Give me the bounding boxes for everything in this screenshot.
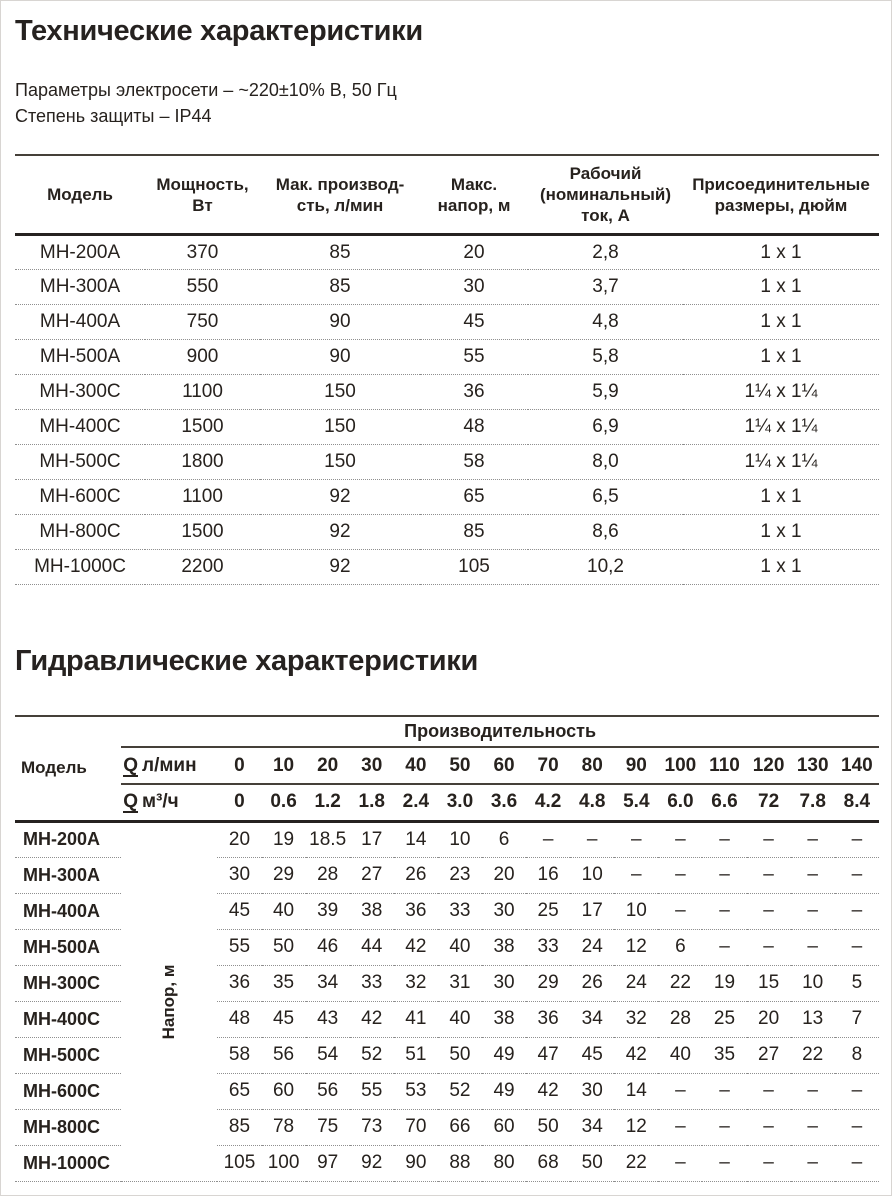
hydro-value-cell: 46 <box>306 929 350 965</box>
hydro-value-cell: 60 <box>262 1073 306 1109</box>
hydro-value-cell: 40 <box>658 1037 702 1073</box>
hydro-value-cell: 36 <box>394 893 438 929</box>
hydro-value-cell: 90 <box>394 1145 438 1181</box>
tech-value-cell: 92 <box>260 515 420 550</box>
tech-value-cell: 8,0 <box>528 445 683 480</box>
tech-value-cell: 85 <box>420 515 528 550</box>
tech-value-cell: 92 <box>260 550 420 585</box>
tech-value-cell: 1¼ x 1¼ <box>683 375 879 410</box>
hydro-value-cell: – <box>702 821 746 857</box>
hydro-value-cell: 26 <box>394 857 438 893</box>
flow-lmin-value: 40 <box>394 747 438 784</box>
tech-value-cell: 1 x 1 <box>683 550 879 585</box>
flow-lmin-value: 70 <box>526 747 570 784</box>
tech-value-cell: 85 <box>260 270 420 305</box>
hydro-value-cell: 36 <box>217 965 261 1001</box>
table-header-row <box>15 155 879 235</box>
hydro-value-cell: 49 <box>482 1037 526 1073</box>
tech-value-cell: 1¼ x 1¼ <box>683 445 879 480</box>
hydro-value-cell: 20 <box>217 821 261 857</box>
flow-lmin-value: 140 <box>835 747 879 784</box>
tech-value-cell: 150 <box>260 410 420 445</box>
flow-lmin-label <box>121 747 217 784</box>
hydro-value-cell: 45 <box>570 1037 614 1073</box>
hydro-value-cell: 51 <box>394 1037 438 1073</box>
hydro-value-cell: 30 <box>482 965 526 1001</box>
hydro-value-cell: 17 <box>350 821 394 857</box>
hydro-value-cell: 80 <box>482 1145 526 1181</box>
q-symbol: Q <box>123 754 138 776</box>
hydro-value-cell: 29 <box>526 965 570 1001</box>
tech-value-cell: 750 <box>145 305 260 340</box>
hydro-value-cell: 34 <box>306 965 350 1001</box>
tech-model-cell: МН-400С <box>15 410 145 445</box>
hydro-value-cell: – <box>747 893 791 929</box>
hydro-value-cell: 47 <box>526 1037 570 1073</box>
tech-value-cell: 1500 <box>145 410 260 445</box>
flow-lmin-value: 80 <box>570 747 614 784</box>
flow-lmin-value: 10 <box>262 747 306 784</box>
hydro-value-cell: 34 <box>570 1109 614 1145</box>
flow-lmin-value: 120 <box>747 747 791 784</box>
hydro-value-cell: – <box>702 1145 746 1181</box>
tech-value-cell: 48 <box>420 410 528 445</box>
hydro-value-cell: 44 <box>350 929 394 965</box>
tech-value-cell: 10,2 <box>528 550 683 585</box>
hydro-value-cell: – <box>835 893 879 929</box>
hydro-value-cell: – <box>835 1145 879 1181</box>
hydro-value-cell: – <box>570 821 614 857</box>
hydro-value-cell: 58 <box>217 1037 261 1073</box>
flow-lmin-value: 60 <box>482 747 526 784</box>
hydro-value-cell: – <box>658 1145 702 1181</box>
hydro-value-cell: 35 <box>702 1037 746 1073</box>
column-header-max-head: Макс. напор, м <box>420 155 528 235</box>
hydro-value-cell: 73 <box>350 1109 394 1145</box>
hydro-value-cell: – <box>791 1145 835 1181</box>
flow-lmin-value: 20 <box>306 747 350 784</box>
hydro-value-cell: – <box>791 1073 835 1109</box>
hydro-value-cell: 19 <box>702 965 746 1001</box>
hydro-value-cell: 53 <box>394 1073 438 1109</box>
tech-value-cell: 20 <box>420 235 528 270</box>
tech-value-cell: 55 <box>420 340 528 375</box>
flow-m3h-value: 5.4 <box>614 784 658 821</box>
tech-model-cell: МН-500С <box>15 445 145 480</box>
hydro-value-cell: 32 <box>614 1001 658 1037</box>
hydro-value-cell: – <box>747 929 791 965</box>
hydro-value-cell: 10 <box>614 893 658 929</box>
tech-value-cell: 92 <box>260 480 420 515</box>
hydro-value-cell: 14 <box>614 1073 658 1109</box>
tech-value-cell: 150 <box>260 445 420 480</box>
hydro-value-cell: 70 <box>394 1109 438 1145</box>
hydro-value-cell: 7 <box>835 1001 879 1037</box>
hydraulic-table-header <box>15 716 879 821</box>
tech-value-cell: 1500 <box>145 515 260 550</box>
hydro-value-cell: 42 <box>350 1001 394 1037</box>
hydro-model-cell: МН-600С <box>15 1073 121 1109</box>
table-row <box>15 515 879 550</box>
hydro-value-cell: 34 <box>570 1001 614 1037</box>
hydro-value-cell: 105 <box>217 1145 261 1181</box>
hydro-value-cell: – <box>791 893 835 929</box>
group-header-row <box>15 716 879 747</box>
section-title-technical: Технические характеристики <box>15 15 423 47</box>
hydro-value-cell: – <box>614 857 658 893</box>
flow-m3h-label <box>121 784 217 821</box>
tech-value-cell: 85 <box>260 235 420 270</box>
tech-value-cell: 900 <box>145 340 260 375</box>
hydro-value-cell: – <box>747 821 791 857</box>
hydro-value-cell: – <box>702 1109 746 1145</box>
hydro-value-cell: 52 <box>350 1037 394 1073</box>
hydro-value-cell: 13 <box>791 1001 835 1037</box>
tech-value-cell: 1100 <box>145 375 260 410</box>
hydro-value-cell: 10 <box>570 857 614 893</box>
hydro-value-cell: – <box>791 929 835 965</box>
hydro-value-cell: 38 <box>482 929 526 965</box>
hydro-value-cell: 33 <box>438 893 482 929</box>
hydro-value-cell: 50 <box>570 1145 614 1181</box>
tech-value-cell: 1 x 1 <box>683 340 879 375</box>
tech-value-cell: 3,7 <box>528 270 683 305</box>
tech-value-cell: 1800 <box>145 445 260 480</box>
technical-specs-table <box>15 154 879 585</box>
tech-value-cell: 550 <box>145 270 260 305</box>
hydro-value-cell: 10 <box>791 965 835 1001</box>
tech-model-cell: МН-600С <box>15 480 145 515</box>
table-row <box>15 445 879 480</box>
hydro-value-cell: 50 <box>262 929 306 965</box>
hydro-value-cell: 14 <box>394 821 438 857</box>
hydro-value-cell: 66 <box>438 1109 482 1145</box>
hydro-value-cell: 30 <box>570 1073 614 1109</box>
flow-m3h-value: 7.8 <box>791 784 835 821</box>
tech-value-cell: 150 <box>260 375 420 410</box>
power-grid-parameters-line: Параметры электросети – ~220±10% В, 50 Гц <box>15 80 397 100</box>
flow-lmin-value: 0 <box>217 747 261 784</box>
hydro-value-cell: – <box>747 1073 791 1109</box>
hydro-value-cell: 20 <box>482 857 526 893</box>
hydro-value-cell: 23 <box>438 857 482 893</box>
hydro-value-cell: 36 <box>526 1001 570 1037</box>
hydro-model-cell: МН-1000С <box>15 1145 121 1181</box>
flow-m3h-value: 4.2 <box>526 784 570 821</box>
hydro-value-cell: 35 <box>262 965 306 1001</box>
hydro-value-cell: 48 <box>217 1001 261 1037</box>
hydro-value-cell: 56 <box>306 1073 350 1109</box>
hydro-value-cell: 42 <box>526 1073 570 1109</box>
tech-value-cell: 105 <box>420 550 528 585</box>
hydro-value-cell: 6 <box>658 929 702 965</box>
hydro-value-cell: 52 <box>438 1073 482 1109</box>
hydro-value-cell: 33 <box>350 965 394 1001</box>
hydro-model-cell: МН-800С <box>15 1109 121 1145</box>
table-row <box>15 550 879 585</box>
hydro-value-cell: 38 <box>482 1001 526 1037</box>
technical-table-body <box>15 235 879 585</box>
hydro-value-cell: 92 <box>350 1145 394 1181</box>
hydro-value-cell: 16 <box>526 857 570 893</box>
tech-model-cell: МН-800С <box>15 515 145 550</box>
hydro-value-cell: – <box>791 857 835 893</box>
flow-lmin-value: 50 <box>438 747 482 784</box>
tech-value-cell: 1 x 1 <box>683 480 879 515</box>
hydro-value-cell: 22 <box>791 1037 835 1073</box>
hydro-model-cell: МН-500С <box>15 1037 121 1073</box>
hydro-value-cell: 32 <box>394 965 438 1001</box>
tech-value-cell: 36 <box>420 375 528 410</box>
tech-value-cell: 2200 <box>145 550 260 585</box>
hydro-value-cell: 18.5 <box>306 821 350 857</box>
hydro-value-cell: – <box>658 893 702 929</box>
flow-m3h-value: 1.8 <box>350 784 394 821</box>
flow-m3h-header-row <box>15 784 879 821</box>
hydro-value-cell: 55 <box>350 1073 394 1109</box>
flow-m3h-value: 2.4 <box>394 784 438 821</box>
tech-value-cell: 1 x 1 <box>683 235 879 270</box>
section-title-hydraulic: Гидравлические характеристики <box>15 645 479 677</box>
hydro-value-cell: 12 <box>614 1109 658 1145</box>
m3h-unit-label: м³/ч <box>142 791 179 813</box>
tech-value-cell: 90 <box>260 305 420 340</box>
hydro-model-cell: МН-300А <box>15 857 121 893</box>
hydro-value-cell: 75 <box>306 1109 350 1145</box>
tech-value-cell: 90 <box>260 340 420 375</box>
hydro-value-cell: – <box>702 1073 746 1109</box>
hydro-value-cell: 56 <box>262 1037 306 1073</box>
hydro-value-cell: 60 <box>482 1109 526 1145</box>
hydro-value-cell: 41 <box>394 1001 438 1037</box>
hydro-value-cell: 39 <box>306 893 350 929</box>
hydro-value-cell: – <box>835 929 879 965</box>
tech-model-cell: МН-300С <box>15 375 145 410</box>
hydro-value-cell: – <box>658 1109 702 1145</box>
table-row <box>15 410 879 445</box>
group-header-capacity: Производительность <box>121 716 879 747</box>
column-header-model: Модель <box>15 155 145 235</box>
hydro-value-cell: – <box>658 857 702 893</box>
tech-value-cell: 6,9 <box>528 410 683 445</box>
hydro-value-cell: 40 <box>438 1001 482 1037</box>
head-axis-label: Напор, м <box>159 964 179 1039</box>
tech-model-cell: МН-300А <box>15 270 145 305</box>
flow-m3h-value: 8.4 <box>835 784 879 821</box>
technical-table-header <box>15 155 879 235</box>
tech-value-cell: 1 x 1 <box>683 515 879 550</box>
q-symbol: Q <box>123 791 138 813</box>
table-row <box>15 270 879 305</box>
hydro-value-cell: 42 <box>394 929 438 965</box>
hydro-value-cell: 49 <box>482 1073 526 1109</box>
hydro-value-cell: 78 <box>262 1109 306 1145</box>
flow-lmin-value: 130 <box>791 747 835 784</box>
head-axis-cell <box>121 821 217 1181</box>
tech-value-cell: 5,8 <box>528 340 683 375</box>
tech-value-cell: 6,5 <box>528 480 683 515</box>
hydro-value-cell: – <box>835 1109 879 1145</box>
tech-value-cell: 1 x 1 <box>683 270 879 305</box>
tech-value-cell: 1 x 1 <box>683 305 879 340</box>
hydro-value-cell: 97 <box>306 1145 350 1181</box>
hydro-value-cell: 85 <box>217 1109 261 1145</box>
hydro-value-cell: – <box>702 857 746 893</box>
lmin-unit-label: л/мин <box>142 754 197 776</box>
hydro-value-cell: 33 <box>526 929 570 965</box>
hydro-model-cell: МН-400А <box>15 893 121 929</box>
hydro-value-cell: 43 <box>306 1001 350 1037</box>
table-row <box>15 305 879 340</box>
hydro-value-cell: 100 <box>262 1145 306 1181</box>
hydro-value-cell: – <box>747 857 791 893</box>
flow-m3h-value: 6.6 <box>702 784 746 821</box>
hydro-value-cell: 45 <box>262 1001 306 1037</box>
hydro-value-cell: 22 <box>614 1145 658 1181</box>
hydro-value-cell: 65 <box>217 1073 261 1109</box>
hydro-value-cell: 10 <box>438 821 482 857</box>
hydro-value-cell: 31 <box>438 965 482 1001</box>
hydro-value-cell: – <box>702 893 746 929</box>
hydro-value-cell: 25 <box>526 893 570 929</box>
hydro-value-cell: – <box>747 1145 791 1181</box>
hydro-value-cell: 45 <box>217 893 261 929</box>
flow-lmin-header-row <box>15 747 879 784</box>
flow-lmin-value: 90 <box>614 747 658 784</box>
column-header-model: Модель <box>15 716 121 821</box>
tech-value-cell: 45 <box>420 305 528 340</box>
hydro-value-cell: 54 <box>306 1037 350 1073</box>
flow-m3h-value: 0.6 <box>262 784 306 821</box>
hydro-model-cell: МН-200А <box>15 821 121 857</box>
hydro-value-cell: 24 <box>570 929 614 965</box>
intro-text <box>15 77 877 129</box>
hydro-value-cell: 17 <box>570 893 614 929</box>
column-header-power: Мощность, Вт <box>145 155 260 235</box>
tech-value-cell: 370 <box>145 235 260 270</box>
hydro-value-cell: 28 <box>658 1001 702 1037</box>
flow-m3h-value: 72 <box>747 784 791 821</box>
tech-model-cell: МН-400А <box>15 305 145 340</box>
hydro-value-cell: 40 <box>438 929 482 965</box>
tech-model-cell: МН-500А <box>15 340 145 375</box>
column-header-max-flow: Мак. производ-сть, л/мин <box>260 155 420 235</box>
hydro-model-cell: МН-500А <box>15 929 121 965</box>
tech-value-cell: 2,8 <box>528 235 683 270</box>
hydro-value-cell: – <box>702 929 746 965</box>
flow-lmin-value: 30 <box>350 747 394 784</box>
flow-m3h-value: 6.0 <box>658 784 702 821</box>
hydro-value-cell: 24 <box>614 965 658 1001</box>
hydro-value-cell: – <box>835 857 879 893</box>
flow-m3h-value: 0 <box>217 784 261 821</box>
hydraulic-table-body <box>15 821 879 1181</box>
tech-model-cell: МН-200А <box>15 235 145 270</box>
hydraulic-specs-table <box>15 715 879 1182</box>
flow-m3h-value: 3.0 <box>438 784 482 821</box>
hydro-value-cell: – <box>658 821 702 857</box>
hydro-value-cell: 27 <box>350 857 394 893</box>
hydro-value-cell: 5 <box>835 965 879 1001</box>
tech-value-cell: 30 <box>420 270 528 305</box>
hydro-value-cell: 50 <box>526 1109 570 1145</box>
hydro-value-cell: 20 <box>747 1001 791 1037</box>
hydro-value-cell: 6 <box>482 821 526 857</box>
hydro-value-cell: 50 <box>438 1037 482 1073</box>
hydro-value-cell: 42 <box>614 1037 658 1073</box>
flow-lmin-value: 110 <box>702 747 746 784</box>
tech-value-cell: 65 <box>420 480 528 515</box>
tech-value-cell: 1100 <box>145 480 260 515</box>
hydro-value-cell: 22 <box>658 965 702 1001</box>
tech-model-cell: МН-1000С <box>15 550 145 585</box>
table-row <box>15 480 879 515</box>
hydro-value-cell: – <box>614 821 658 857</box>
flow-m3h-value: 4.8 <box>570 784 614 821</box>
hydro-value-cell: 15 <box>747 965 791 1001</box>
hydro-value-cell: 38 <box>350 893 394 929</box>
hydro-value-cell: 27 <box>747 1037 791 1073</box>
table-row <box>15 235 879 270</box>
tech-value-cell: 4,8 <box>528 305 683 340</box>
table-row <box>15 821 879 857</box>
hydro-value-cell: – <box>747 1109 791 1145</box>
hydro-value-cell: 55 <box>217 929 261 965</box>
hydro-value-cell: – <box>835 821 879 857</box>
hydro-value-cell: 25 <box>702 1001 746 1037</box>
tech-value-cell: 5,9 <box>528 375 683 410</box>
hydro-value-cell: 28 <box>306 857 350 893</box>
tech-value-cell: 1¼ x 1¼ <box>683 410 879 445</box>
hydro-value-cell: 19 <box>262 821 306 857</box>
hydro-value-cell: 30 <box>482 893 526 929</box>
flow-m3h-value: 1.2 <box>306 784 350 821</box>
tech-value-cell: 8,6 <box>528 515 683 550</box>
hydro-value-cell: 88 <box>438 1145 482 1181</box>
hydro-value-cell: 30 <box>217 857 261 893</box>
hydro-value-cell: 29 <box>262 857 306 893</box>
hydro-value-cell: – <box>791 821 835 857</box>
hydro-model-cell: МН-400С <box>15 1001 121 1037</box>
column-header-connection-size: Присоединительные размеры, дюйм <box>683 155 879 235</box>
flow-lmin-value: 100 <box>658 747 702 784</box>
hydro-value-cell: – <box>526 821 570 857</box>
tech-value-cell: 58 <box>420 445 528 480</box>
hydro-value-cell: 26 <box>570 965 614 1001</box>
hydro-value-cell: 12 <box>614 929 658 965</box>
column-header-current: Рабочий (номинальный) ток, А <box>528 155 683 235</box>
hydro-value-cell: – <box>791 1109 835 1145</box>
hydro-model-cell: МН-300С <box>15 965 121 1001</box>
table-row <box>15 340 879 375</box>
hydro-value-cell: 8 <box>835 1037 879 1073</box>
protection-rating-line: Степень защиты – IP44 <box>15 106 212 126</box>
hydro-value-cell: – <box>835 1073 879 1109</box>
hydro-value-cell: – <box>658 1073 702 1109</box>
hydro-value-cell: 68 <box>526 1145 570 1181</box>
hydro-value-cell: 40 <box>262 893 306 929</box>
flow-m3h-value: 3.6 <box>482 784 526 821</box>
table-row <box>15 375 879 410</box>
